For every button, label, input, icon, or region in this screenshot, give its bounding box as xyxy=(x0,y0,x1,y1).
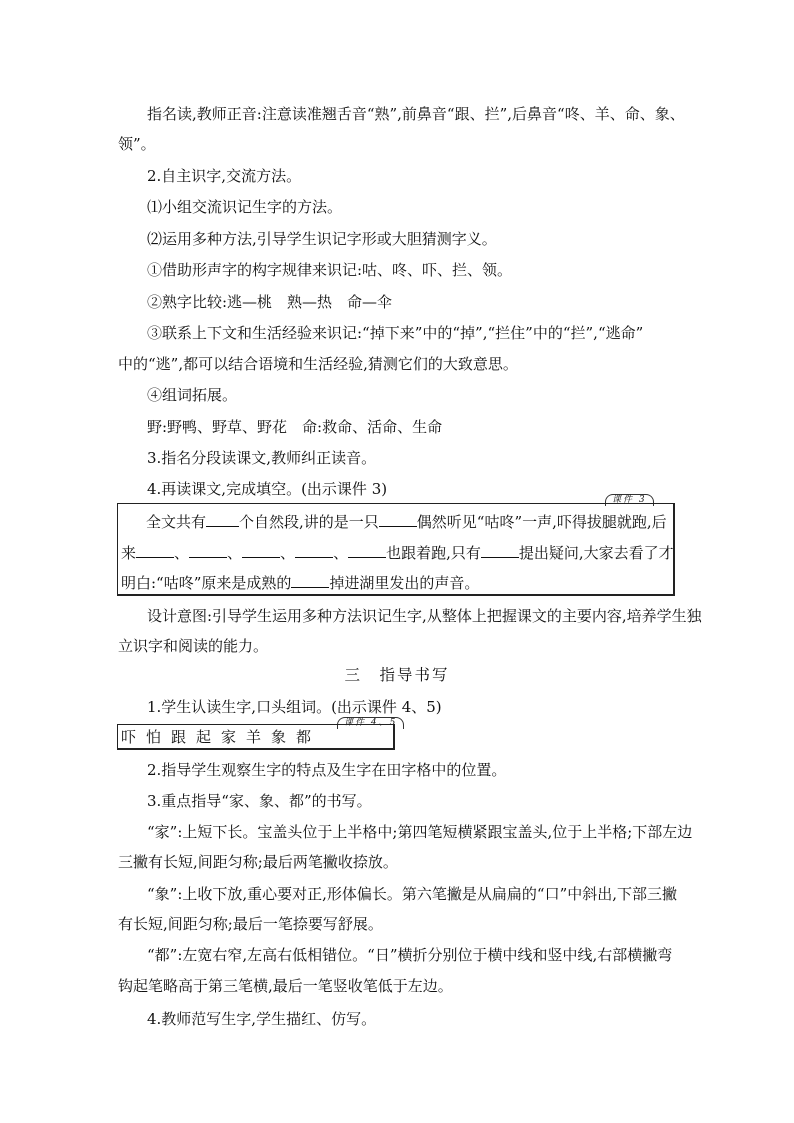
blank-line xyxy=(121,572,479,593)
answer-blank xyxy=(189,542,227,558)
paragraph-line: ①借助形声字的构字规律来识记:咕、咚、吓、拦、领。 xyxy=(147,261,513,279)
courseware-tag: 课件 3 xyxy=(605,494,654,506)
paragraph-line: “象”:上收下放,重心要对正,形体偏长。第六笔撇是从扁扁的“口”中斜出,下部三撇 xyxy=(147,885,678,903)
answer-blank xyxy=(348,542,386,558)
design-intent-line: 设计意图:引导学生运用多种方法识记生字,从整体上把握课文的主要内容,培养学生独 xyxy=(147,607,702,625)
paragraph-line: ③联系上下文和生活经验来识记:“掉下来”中的“掉”,“拦住”中的“拦”,“逃命” xyxy=(147,324,644,342)
box-text: 偶然听见“咕咚”一声,吓得拔腿就跑,后 xyxy=(416,513,667,531)
paragraph-line: 中的“逃”,都可以结合语境和生活经验,猜测它们的大致意思。 xyxy=(118,355,518,373)
section-title: 三 指导书写 xyxy=(344,666,450,684)
box-text: 、 xyxy=(333,544,349,562)
paragraph-line: 领”。 xyxy=(118,135,156,153)
step-heading: 4.再读课文,完成填空。(出示课件 3) xyxy=(147,480,388,498)
paragraph-line: 三撇有长短,间距匀称;最后两笔撇收捺放。 xyxy=(118,853,398,871)
answer-blank xyxy=(242,542,280,558)
box-text: 来 xyxy=(121,544,137,562)
paragraph-line: “都”:左宽右窄,左高右低相错位。“日”横折分别位于横中线和竖中线,右部横撇弯 xyxy=(147,946,673,964)
step-heading: 2.自主识字,交流方法。 xyxy=(147,167,302,185)
answer-blank xyxy=(136,542,174,558)
step-heading: 4.教师范写生字,学生描红、仿写。 xyxy=(147,1010,377,1028)
fill-in-blank-box xyxy=(117,503,675,596)
box-text: 也跟着跑,只有 xyxy=(386,544,481,562)
paragraph-line: ②熟字比较:逃—桃 熟—热 命—伞 xyxy=(147,293,393,311)
step-heading: 2.指导学生观察生字的特点及生字在田字格中的位置。 xyxy=(147,761,507,779)
answer-blank xyxy=(291,572,329,588)
box-text: 、 xyxy=(280,544,296,562)
step-heading: 3.重点指导“家、象、都”的书写。 xyxy=(147,792,372,810)
answer-blank xyxy=(295,542,333,558)
blank-line xyxy=(121,542,674,563)
paragraph-line: ⑴小组交流识记生字的方法。 xyxy=(147,198,343,216)
box-text: 、 xyxy=(174,544,190,562)
step-heading: 3.指名分段读课文,教师纠正读音。 xyxy=(147,449,377,467)
characters-box xyxy=(117,724,395,750)
answer-blank xyxy=(481,542,519,558)
paragraph-line: 钩起笔略高于第三笔横,最后一笔竖收笔低于左边。 xyxy=(118,977,453,995)
paragraph-line: 有长短,间距匀称;最后一笔捺要写舒展。 xyxy=(118,915,383,933)
courseware-tag: 课件 4、5 xyxy=(337,717,404,729)
box-text: 、 xyxy=(227,544,243,562)
box-text: 提出疑问,大家去看了才 xyxy=(518,544,674,562)
answer-blank xyxy=(379,511,417,527)
box-text: 全文共有 xyxy=(146,513,207,531)
step-heading: 1.学生认读生字,口头组词。(出示课件 4、5) xyxy=(147,698,442,716)
box-text: 个自然段,讲的是一只 xyxy=(239,513,379,531)
paragraph-line: ④组词拓展。 xyxy=(147,386,238,404)
box-text: 掉进湖里发出的声音。 xyxy=(329,574,480,592)
paragraph-line: 指名读,教师正音:注意读准翘舌音“熟”,前鼻音“跟、拦”,后鼻音“咚、羊、命、象、 xyxy=(147,105,685,123)
design-intent-line: 立识字和阅读的能力。 xyxy=(118,637,269,655)
box-text: 明白:“咕咚”原来是成熟的 xyxy=(121,574,292,592)
blank-line xyxy=(146,511,667,532)
characters-list: 吓怕跟起家羊象都 xyxy=(121,728,322,746)
paragraph-line: 野:野鸭、野草、野花 命:救命、活命、生命 xyxy=(147,418,443,436)
paragraph-line: “家”:上短下长。宝盖头位于上半格中;第四笔短横紧跟宝盖头,位于上半格;下部左边 xyxy=(147,823,693,841)
answer-blank xyxy=(206,511,239,527)
paragraph-line: ⑵运用多种方法,引导学生识记字形或大胆猜测字义。 xyxy=(147,230,497,248)
